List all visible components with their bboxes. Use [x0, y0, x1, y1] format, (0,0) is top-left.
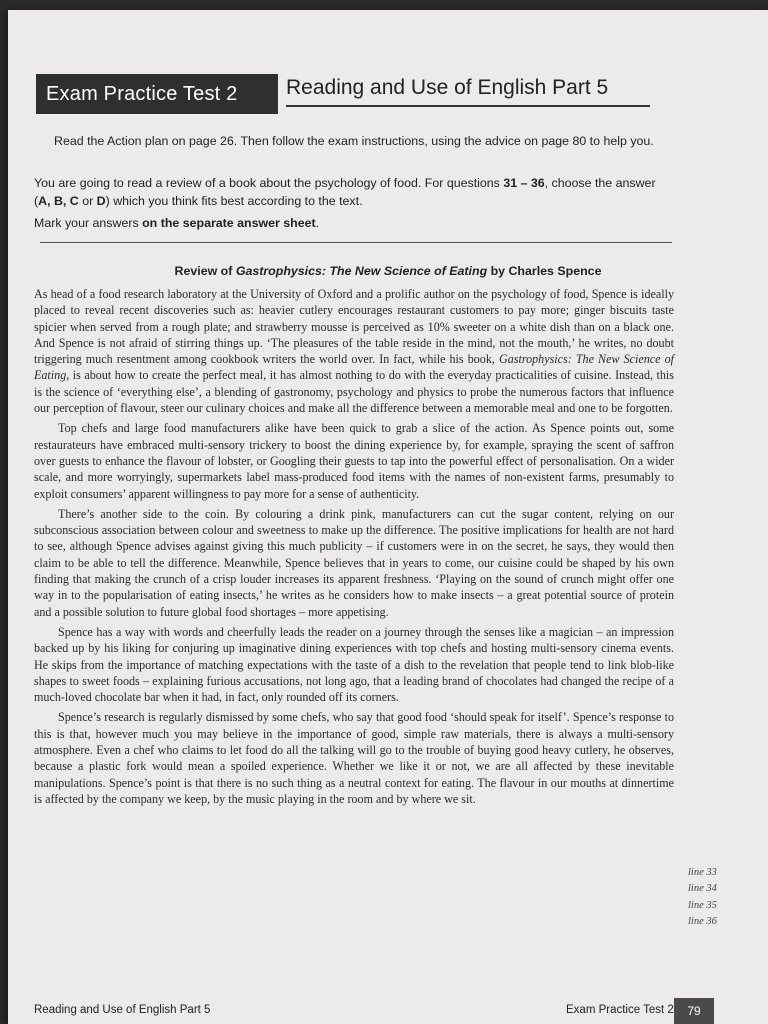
- book-title: Gastrophysics: The New Science of Eating: [235, 264, 488, 278]
- review-title-prefix: Review of: [174, 264, 236, 278]
- article-paragraph-4: Spence has a way with words and cheerfully leads the reader on a journey through the senses like a magician – an impression backed up by his liking for conjuring up imaginative dining experiences with top chefs and hosting multi-sensory cinema events. He skips from the importance of matching expectations with the taste of a dish to the revelation that people tend to link blob-like shapes to sweet foods – explaining furious accusations, not long ago, that a leading brand of chocolates had changed the recipe of a much-loved chocolate bar when it had, in fact, only rounded off its corners.: [34, 624, 674, 705]
- intro-paragraph: [34, 174, 674, 210]
- footer-section-label: Reading and Use of English Part 5: [34, 1004, 211, 1016]
- intro-text: You are going to read a review of a book about the psychology of food. For questions: [34, 176, 504, 190]
- intro-text: ) which you think fits best according to the text.: [105, 194, 363, 208]
- article-paragraph-2: Top chefs and large food manufacturers alike have been quick to grab a slice of the action. As Spence points out, some restaurateurs have embraced multi-sensory trickery to boost the dining experience by, for example, spraying the scent of saffron over guests to enhance the flavour of lobster, or Googling their guests to tap into the powerful effect of personalisation. On a wider scale, and more worryingly, supermarkets label mass-produced food items with the names of non-existent farms, presumably to exploit consumers’ apparent willingness to pay more for a sense of authenticity.: [34, 421, 674, 501]
- review-title-author: by Charles Spence: [487, 264, 602, 278]
- article-paragraph-5: Spence’s research is regularly dismissed by some chefs, who say that good food ‘should speak for itself’. Spence’s response to this is that, however much you may believe in the importance of good, simple raw materials, there is always a multi-sensory atmosphere. Even a chef who claims to let food do all the talking will go to the trouble of buying good heavy cutlery, he observes, because a plastic fork would mean a spoiled experience. Whether we like it or not, we are all affected by these inevitable manipulations. Spence’s point is that there is no such thing as a neutral context for eating. The flavour in our mouths at dinnertime is affected by the company we keep, by the music playing in the room and by where we sit.: [34, 710, 674, 806]
- divider-rule: [40, 242, 672, 243]
- test-title-badge: Exam Practice Test 2: [36, 74, 278, 114]
- line-ref: line 36: [688, 915, 717, 927]
- line-ref: line 35: [688, 899, 717, 911]
- book-title-inline: Gastrophysics: The New Science of Eating,: [34, 352, 674, 383]
- paragraph-text: As head of a food research laboratory at the University of Oxford and a prolific author on the psychology of food, Spence is ideally placed to reveal recent discoveries such as: heavier cutlery encourages restaurant customers to pay more; ginger biscuits taste spicier when served from a rough plate; and strawberry mousse is perceived as 10% sweeter on a white dish than on a black one. And Spence is not afraid of stirring things up. ‘The pleasures of the table reside in the mind, not the mouth,’ he writes, no doubt triggering much resentment among cookbook writers the world over. In fact, while his book,: [34, 287, 674, 367]
- action-plan-instruction: Read the Action plan on page 26. Then follow the exam instructions, using the advice on page 80 to help you.: [54, 134, 654, 148]
- article-paragraph-1: [34, 286, 674, 416]
- mark-answers-instruction: [34, 214, 674, 232]
- review-title: [8, 264, 768, 278]
- review-article: [34, 286, 674, 811]
- line-references: [688, 865, 717, 930]
- footer-test-label: Exam Practice Test 2: [566, 1004, 674, 1016]
- intro-text: or: [78, 194, 97, 208]
- line-ref: line 33: [688, 867, 717, 878]
- answer-sheet-emphasis: on the separate answer sheet: [142, 216, 316, 230]
- task-instructions: [34, 174, 674, 232]
- page-number: 79: [674, 998, 714, 1024]
- question-range: 31 – 36: [503, 176, 545, 190]
- book-page: [8, 10, 768, 1024]
- mark-text: .: [315, 216, 320, 230]
- mark-text: Mark your answers: [34, 216, 143, 230]
- section-title-rule: [286, 105, 650, 107]
- intro-text: , choose the answer (: [34, 176, 656, 208]
- section-title: Reading and Use of English Part 5: [286, 76, 609, 99]
- article-paragraph-3: There’s another side to the coin. By colouring a drink pink, manufacturers can cut the sugar content, relying on our subconscious association between colour and sweetness to make up the difference. The positive implications for health are not hard to see, although Spence advises against giving this much publicity – if customers were in on the secret, he says, they would then claim to be able to tell the difference. Meanwhile, Spence believes that in years to come, our cuisine could be shaped by his own finding that making the crunch of a crisp louder increases its apparent freshness. ‘Playing on the sound of crunch might offer one way in to the popularisation of eating insects,’ he writes as he considers how to make insects – a great potential source of protein and a possible solution to future global food shortages – more appetising.: [34, 506, 674, 619]
- line-ref: line 34: [688, 883, 717, 895]
- paragraph-text: is about how to create the perfect meal, it has almost nothing to do with the everyday practicalities of cuisine. Instead, this is the science of ‘everything else’, a blending of gastronomy, psychology and physics to probe the numerous factors that influence our perception of flavour, steer our culinary choices and make all the difference between a memorable meal and one to be forgotten.: [34, 368, 674, 416]
- answer-option-d: D: [96, 194, 106, 208]
- answer-options: A, B, C: [38, 194, 79, 208]
